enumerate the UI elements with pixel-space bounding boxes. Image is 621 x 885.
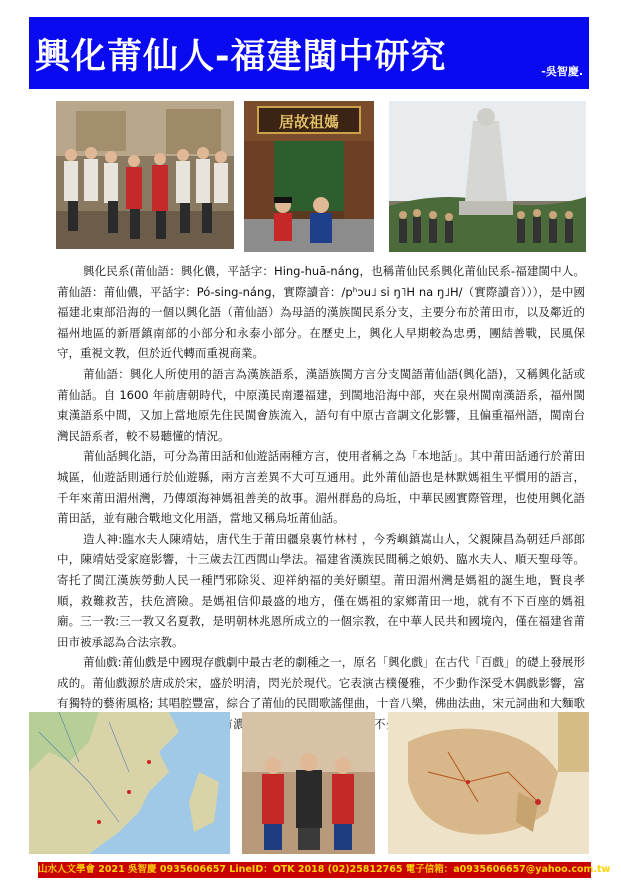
paragraph-deities: 造人神:臨水夫人陳靖姑，唐代生于莆田疆泉裏竹林村 ，今秀嶼鎮嵩山人，父親陳昌為朝廷戶部郎中，陳靖姑受家庭影響，十三歲去江西閭山學法。福建省漢族民間稱之娘奶、臨水夫人、順天聖母等。寄托了閩江漢族勞動人民一種鬥邪除災、迎祥納福的美好願望。莆田湄州灣是媽祖的誕生地，賢良孝順，救難救苦，扶危濟險。是媽祖信仰最盛的地方，僅在媽祖的家鄉莆田一地，就有不下百座的媽祖廟。三一教:三一教又名夏教，是明朝林兆恩所成立的一個宗教，在中華人民共和國境內，僅在福建省莆田市被承認為合法宗教。 bbox=[57, 531, 585, 649]
temple-sign-text: 居故祖媽 bbox=[278, 113, 340, 131]
mazu-statue-photo bbox=[389, 101, 586, 252]
article-body bbox=[57, 261, 585, 755]
footer-contact-bar: 山水人文學會 2021 吳智慶 0935606657 LineID：OTK 2018 (02)25812765 電子信箱：a0935606657@yahoo.com.tw bbox=[38, 862, 591, 878]
paragraph-puxian-language: 莆仙語：興化人所使用的語言為漢族語系，漢語族閩方言分支閩語莆仙語(興化語)，又稱興化話或莆仙話。自 1600 年前唐朝時代，中原漢民南遷福建，到閩地沿海中部，夾在泉州閩南漢語系，福州閩東漢語系中間，又加上當地原先住民閩會族流入，語句有中原古音調文化影響，且偏重福州語，閩南台灣民語系者，較不易聽懂的情況。 bbox=[57, 366, 585, 443]
temple-photo bbox=[244, 101, 374, 252]
title-banner bbox=[29, 17, 589, 89]
couple-photo bbox=[242, 712, 375, 854]
page-title: 興化莆仙人-福建閩中研究 bbox=[35, 37, 447, 77]
fujian-map bbox=[29, 712, 230, 854]
paragraph-puxian-dialects: 莆仙話興化語，可分為莆田話和仙遊話兩種方言，使用者稱之為「本地話」。其中莆田話通行於莆田城區，仙遊話則通行於仙遊縣，兩方言差異不大可互通用。此外莆仙語也是林默媽祖生平慣用的語言，千年來莆田湄州灣，乃傳頌海神媽祖善美的故事。湄州群島的烏坵，中華民國實際管理，也使用興化語莆田話，並有融合戰地文化用語，當地又稱烏坵莆仙話。 bbox=[57, 449, 585, 526]
author-byline: -吳智慶. bbox=[541, 65, 583, 78]
group-photo bbox=[56, 101, 234, 249]
paragraph-puxian-opera: 莆仙戲:莆仙戲是中國現存戲劇中最古老的劇種之一，原名「興化戲」在古代「百戲」的礎上發展形成的。莆仙戲源於唐成於宋，盛於明清，閃光於現代。它表演古樸優雅，不少動作深受木偶戲影響，富有獨特的藝術風格; 其唱腔豐富，綜合了莆仙的民間歌謠俚曲，十音八樂，佛曲法曲，宋元詞曲和大麵歌 ，具有濃厚地 留不少 bbox=[57, 655, 585, 732]
china-map bbox=[388, 712, 589, 854]
paragraph-xinghua-people: 興化民系(莆仙語：興化儂，平話字：Hing-huā-náng，也稱莆仙民系興化莆仙民系-福建閩中人。莆仙語：莆仙儂，平話字：Pó-sing-náng，實際讀音：/pʰɔu˩ si ŋ˥H na ŋ˩H/（實際讀音））），是中國福建北東部沿海的一個以興化語（莆仙語）為母語的漢族閩民系分支，主要分布於莆田市，以及鄰近的福州地區的新厝鎮南部的小部分和永泰小部分。在歷史上，興化人早期較為忠勇，團結善戰，民風保守，重視文教，但於近代轉而重視商業。 bbox=[57, 264, 585, 361]
